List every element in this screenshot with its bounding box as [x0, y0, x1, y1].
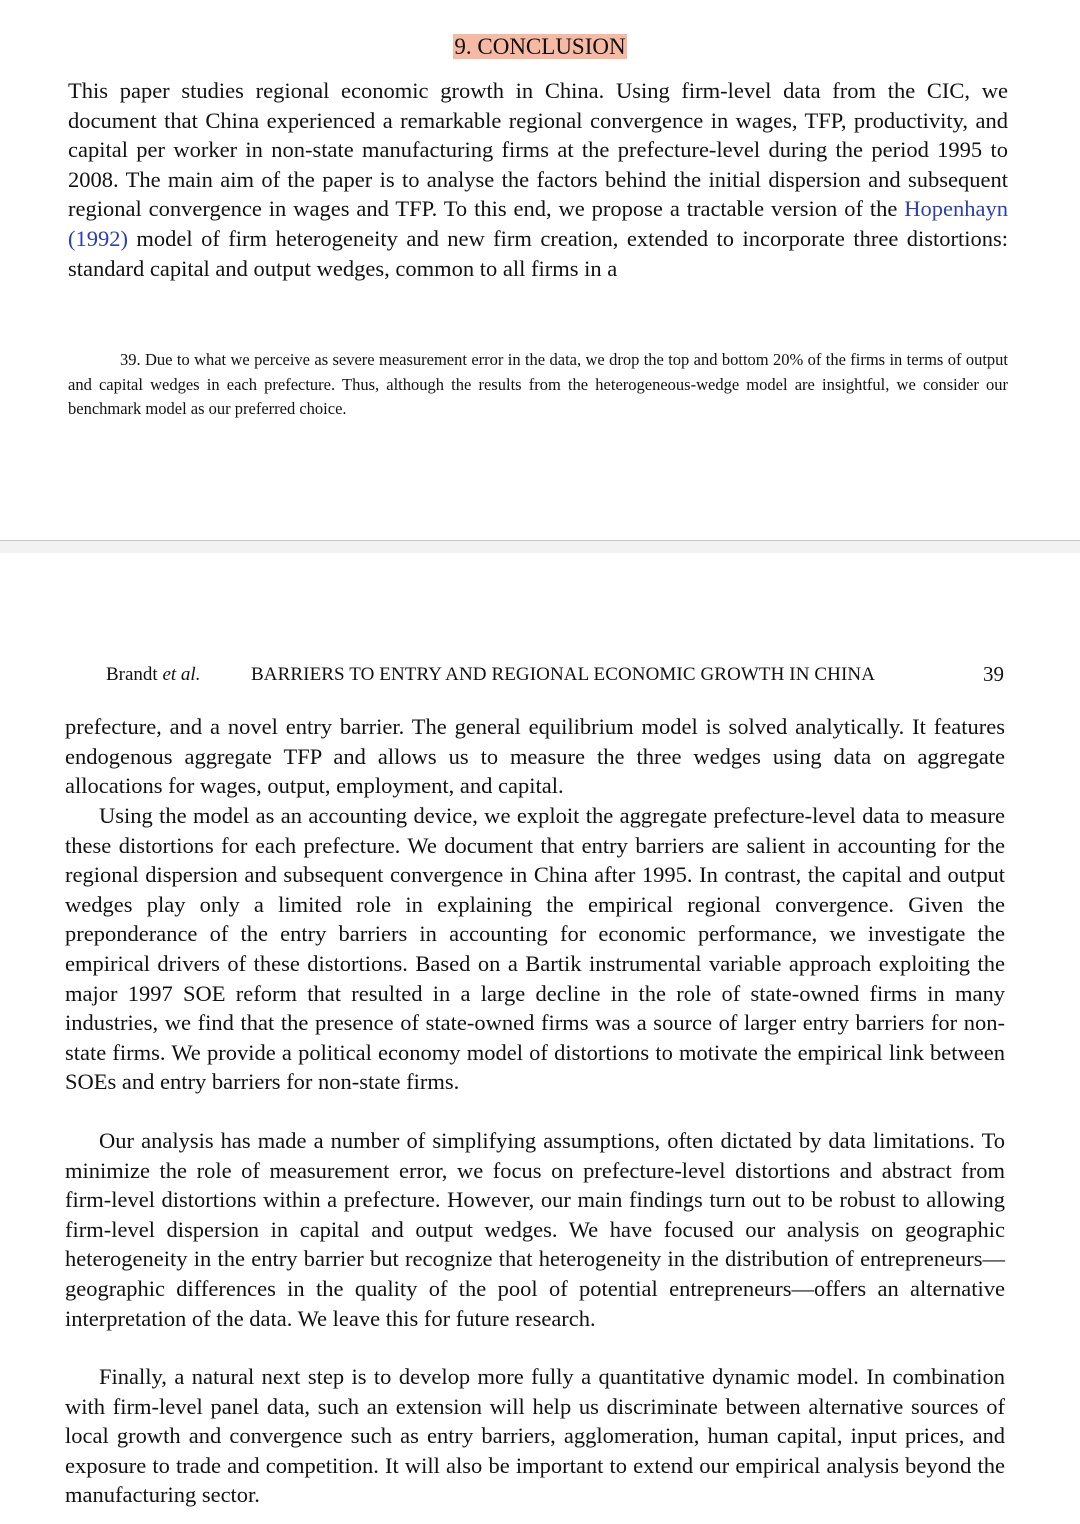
page-separator	[0, 540, 1080, 554]
author-name: Brandt	[106, 664, 163, 685]
section-heading-highlight: 9. CONCLUSION	[454, 34, 626, 59]
author-etal: et al.	[162, 664, 201, 685]
body-paragraph-2: Using the model as an accounting device, we exploit the aggregate prefecture-level data to measure these distortions for each prefecture. We document that entry barriers are salient in accounting for the regional dispersion and subsequent convergence in China after 1995. In contrast, the capital and output wedges play only a limited role in explaining the empirical regional convergence. Given the preponderance of the entry barriers in accounting for economic performance, we investigate the empirical drivers of these distortions. Based on a Bartik instrumental variable approach exploiting the major 1997 SOE reform that resulted in a large decline in the role of state-owned firms in many industries, we find that the presence of state-owned firms was a source of larger entry barriers for non-state firms. We provide a political economy model of distortions to motivate the empirical link between SOEs and entry barriers for non-state firms.	[65, 803, 1005, 1095]
conclusion-paragraph-1	[68, 76, 1008, 283]
running-head-title: BARRIERS TO ENTRY AND REGIONAL ECONOMIC GROWTH IN CHINA	[251, 664, 876, 685]
paragraph-text-before-citation: This paper studies regional economic growth in China. Using firm-level data from the CIC, we document that China experienced a remarkable regional convergence in wages, TFP, productivity, and capital per worker in non-state manufacturing firms at the prefecture-level during the period 1995 to 2008. The main aim of the paper is to analyse the factors behind the initial dispersion and subsequent regional convergence in wages and TFP. To this end, we propose a tractable version of the	[68, 78, 1008, 222]
footnote-39	[68, 348, 1008, 422]
section-heading	[0, 32, 1080, 62]
footnote-text: 39. Due to what we perceive as severe measurement error in the data, we drop the top and bottom 20% of the firms in terms of output and capital wedges in each prefecture. Thus, although the results from the heterogeneous-wedge model are insightful, we consider our benchmark model as our preferred choice.	[68, 350, 1008, 418]
citation-link-hopenhayn[interactable]: Hopenhayn (1992)	[68, 196, 1008, 251]
running-head	[106, 662, 1006, 688]
paragraph-text-after-citation: model of firm heterogeneity and new firm creation, extended to incorporate three distortions: standard capital and output wedges, common to all firms in a	[68, 225, 1008, 281]
running-head-author	[106, 662, 200, 688]
page-number: 39	[983, 662, 1004, 686]
body-paragraph-1: prefecture, and a novel entry barrier. The general equilibrium model is solved analytically. It features endogenous aggregate TFP and allows us to measure the three wedges using data on aggregate allocations for wages, output, employment, and capital.	[65, 714, 1005, 799]
body-paragraph-4: Finally, a natural next step is to develop more fully a quantitative dynamic model. In combination with firm-level panel data, such an extension will help us discriminate between alternative sources of local growth and convergence such as entry barriers, agglomeration, human capital, input prices, and exposure to trade and competition. It will also be important to extend our empirical analysis beyond the manufacturing sector.	[65, 1364, 1005, 1508]
body-paragraph-3: Our analysis has made a number of simplifying assumptions, often dictated by data limitations. To minimize the role of measurement error, we focus on prefecture-level distortions and abstract from firm-level distortions within a prefecture. However, our main findings turn out to be robust to allowing firm-level dispersion in capital and output wedges. We have focused our analysis on geographic heterogeneity in the entry barrier but recognize that heterogeneity in the distribution of entrepreneurs—geographic differences in the quality of the pool of potential entrepreneurs—offers an alternative interpretation of the data. We leave this for future research.	[65, 1128, 1005, 1331]
